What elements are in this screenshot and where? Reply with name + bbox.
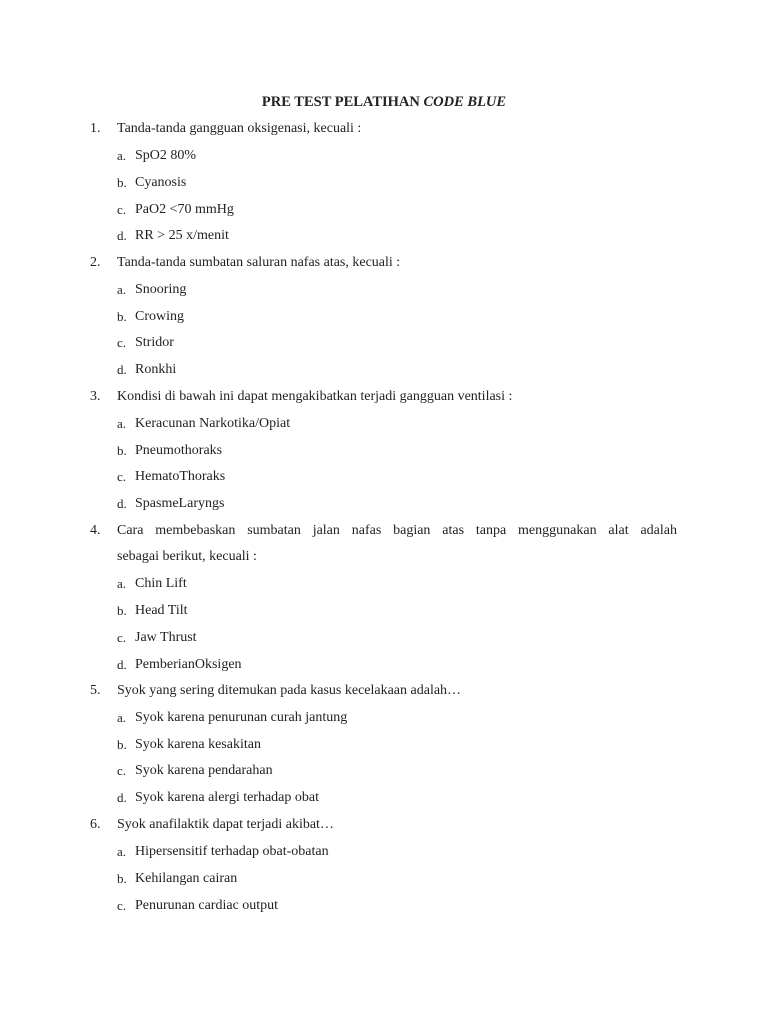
option-text: Crowing — [135, 309, 184, 324]
question-number: 4. — [90, 523, 101, 538]
option-text: SpasmeLaryngs — [135, 496, 225, 511]
option-text: Syok karena penurunan curah jantung — [135, 710, 348, 725]
option-letter: d. — [117, 790, 127, 805]
option-letter: a. — [117, 282, 127, 297]
option-text: Hipersensitif terhadap obat-obatan — [135, 844, 329, 859]
option-letter: b. — [117, 737, 127, 752]
option-text: Chin Lift — [135, 576, 187, 591]
title-prefix: PRE TEST PELATIHAN — [261, 94, 424, 110]
option-letter: b. — [117, 175, 127, 190]
question-number: 2. — [90, 255, 101, 270]
option-text: HematoThoraks — [135, 469, 226, 484]
question-number: 1. — [90, 121, 101, 136]
option-text: Pneumothoraks — [135, 443, 223, 458]
option-letter: d. — [117, 362, 127, 377]
option-text: Kehilangan cairan — [135, 871, 238, 886]
question-text: Cara membebaskan sumbatan jalan nafas bagian atas tanpa menggunakan alat adalah — [117, 523, 677, 538]
option-text: Cyanosis — [135, 175, 187, 190]
question-number: 6. — [90, 817, 101, 832]
option-text: Snooring — [135, 282, 187, 297]
page-title — [0, 92, 768, 112]
option-text: Syok karena kesakitan — [135, 737, 261, 752]
option-letter: c. — [117, 898, 127, 913]
option-text: Syok karena alergi terhadap obat — [135, 790, 320, 805]
option-letter: d. — [117, 496, 127, 511]
option-letter: c. — [117, 202, 127, 217]
question-text: Tanda-tanda sumbatan saluran nafas atas, kecuali : — [117, 255, 401, 270]
option-letter: b. — [117, 309, 127, 324]
option-letter: a. — [117, 710, 127, 725]
option-letter: d. — [117, 657, 127, 672]
question-text: Syok anafilaktik dapat terjadi akibat… — [117, 817, 334, 832]
option-letter: c. — [117, 630, 127, 645]
option-text: Keracunan Narkotika/Opiat — [135, 416, 291, 431]
option-letter: a. — [117, 416, 127, 431]
option-text: RR > 25 x/menit — [135, 228, 229, 243]
question-number: 5. — [90, 683, 101, 698]
question-text: Tanda-tanda gangguan oksigenasi, kecuali : — [117, 121, 362, 136]
question-text-continued: sebagai berikut, kecuali : — [117, 549, 257, 564]
question-number: 3. — [90, 389, 101, 404]
option-text: Ronkhi — [135, 362, 177, 377]
option-letter: c. — [117, 469, 127, 484]
option-text: SpO2 80% — [135, 148, 197, 163]
option-letter: a. — [117, 844, 127, 859]
option-text: Syok karena pendarahan — [135, 763, 273, 778]
option-letter: d. — [117, 228, 127, 243]
option-letter: a. — [117, 576, 127, 591]
option-text: Penurunan cardiac output — [135, 898, 279, 913]
option-letter: c. — [117, 335, 127, 350]
option-letter: a. — [117, 148, 127, 163]
option-letter: b. — [117, 603, 127, 618]
option-letter: c. — [117, 763, 127, 778]
option-letter: b. — [117, 443, 127, 458]
option-text: Jaw Thrust — [135, 630, 197, 645]
question-text: Syok yang sering ditemukan pada kasus kecelakaan adalah… — [117, 683, 462, 698]
title-emphasis: CODE BLUE — [423, 94, 507, 110]
option-text: PaO2 <70 mmHg — [135, 202, 234, 217]
option-text: Stridor — [135, 335, 174, 350]
option-text: Head Tilt — [135, 603, 188, 618]
question-text: Kondisi di bawah ini dapat mengakibatkan terjadi gangguan ventilasi : — [117, 389, 513, 404]
option-letter: b. — [117, 871, 127, 886]
option-text: PemberianOksigen — [135, 657, 242, 672]
